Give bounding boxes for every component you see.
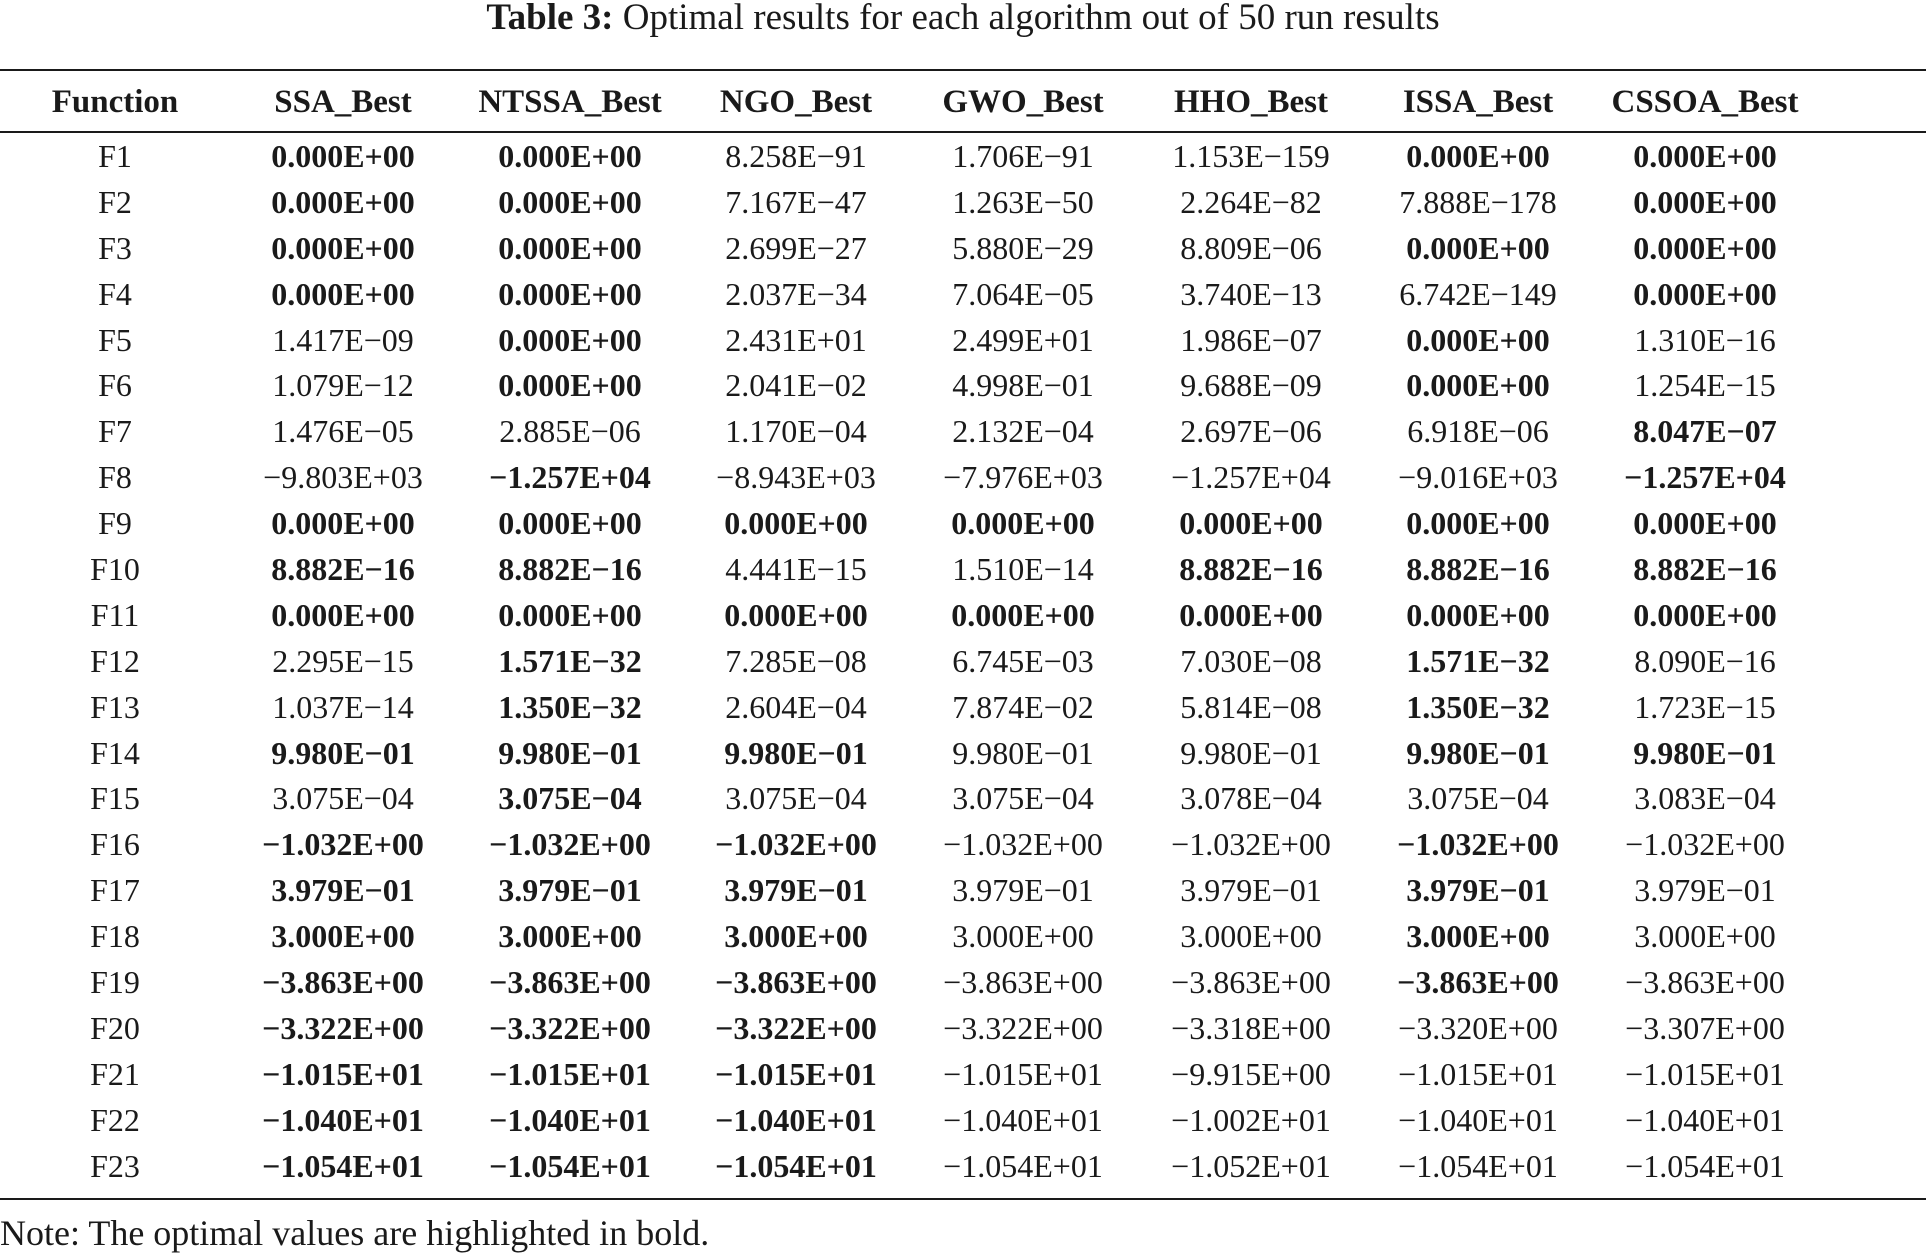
table-row (0, 638, 1926, 684)
value-cell: 0.000E+00 (1633, 275, 1777, 312)
value-cell: 2.295E−15 (272, 642, 414, 679)
table-body (0, 133, 1926, 1188)
value-cell: −1.032E+00 (1397, 826, 1559, 863)
value-cell: 1.170E−04 (725, 413, 867, 450)
table-row (0, 913, 1926, 959)
function-cell: F12 (90, 642, 140, 679)
value-cell: 8.882E−16 (1633, 550, 1777, 587)
row-spacer (1818, 408, 1926, 454)
table-row (0, 500, 1926, 546)
value-cell: −1.002E+01 (1171, 1101, 1331, 1138)
column-header-gwo-best: GWO_Best (942, 83, 1104, 120)
table-note: Note: The optimal values are highlighted in bold. (0, 1213, 710, 1253)
value-cell: 8.258E−91 (725, 137, 867, 174)
function-cell: F14 (90, 734, 140, 771)
function-cell: F7 (98, 413, 132, 450)
value-cell: −3.863E+00 (715, 963, 877, 1000)
row-spacer (1818, 500, 1926, 546)
value-cell: 1.417E−09 (272, 321, 414, 358)
value-cell: −1.040E+01 (262, 1101, 424, 1138)
value-cell: 0.000E+00 (951, 596, 1095, 633)
value-cell: 1.986E−07 (1180, 321, 1322, 358)
value-cell: −1.032E+00 (1171, 826, 1331, 863)
column-header-ngo-best: NGO_Best (719, 83, 873, 120)
value-cell: 2.431E+01 (725, 321, 867, 358)
row-spacer (1818, 271, 1926, 317)
value-cell: 4.998E−01 (952, 367, 1094, 404)
value-cell: 8.882E−16 (1179, 550, 1323, 587)
value-cell: 3.740E−13 (1180, 275, 1322, 312)
column-header-function: Function (51, 83, 179, 120)
value-cell: 6.918E−06 (1407, 413, 1549, 450)
value-cell: 3.979E−01 (1406, 872, 1550, 909)
value-cell: −1.015E+01 (489, 1055, 651, 1092)
value-cell: −8.943E+03 (716, 459, 876, 496)
table-caption-text: Optimal results for each algorithm out of 50 run results (613, 0, 1440, 38)
row-spacer (1818, 775, 1926, 821)
value-cell: 8.090E−16 (1634, 642, 1776, 679)
table-row (0, 317, 1926, 363)
value-cell: −3.863E+00 (489, 963, 651, 1000)
value-cell: 0.000E+00 (271, 505, 415, 542)
value-cell: 0.000E+00 (951, 505, 1095, 542)
table-row (0, 546, 1926, 592)
value-cell: −1.040E+01 (715, 1101, 877, 1138)
column-header-ntssa-best: NTSSA_Best (478, 83, 662, 120)
value-cell: 3.083E−04 (1634, 780, 1776, 817)
value-cell: 1.350E−32 (1406, 688, 1550, 725)
value-cell: 8.882E−16 (1406, 550, 1550, 587)
value-cell: 1.079E−12 (272, 367, 414, 404)
value-cell: 2.885E−06 (499, 413, 641, 450)
value-cell: 1.706E−91 (952, 137, 1094, 174)
value-cell: 2.264E−82 (1180, 183, 1322, 220)
value-cell: −3.320E+00 (1398, 1009, 1558, 1046)
value-cell: −1.054E+01 (262, 1147, 424, 1184)
value-cell: 2.604E−04 (725, 688, 867, 725)
value-cell: −1.015E+01 (943, 1055, 1103, 1092)
table-bottom-rule (0, 1198, 1926, 1200)
value-cell: 0.000E+00 (498, 275, 642, 312)
value-cell: 0.000E+00 (498, 596, 642, 633)
function-cell: F15 (90, 780, 140, 817)
table-row (0, 133, 1926, 179)
table-row (0, 271, 1926, 317)
column-header-issa-best: ISSA_Best (1402, 83, 1554, 120)
value-cell: −7.976E+03 (943, 459, 1103, 496)
function-cell: F1 (98, 137, 132, 174)
function-cell: F6 (98, 367, 132, 404)
function-cell: F2 (98, 183, 132, 220)
value-cell: −1.052E+01 (1171, 1147, 1331, 1184)
value-cell: 3.979E−01 (952, 872, 1094, 909)
value-cell: 0.000E+00 (1179, 596, 1323, 633)
value-cell: −1.257E+04 (489, 459, 651, 496)
value-cell: 0.000E+00 (1633, 596, 1777, 633)
value-cell: 2.499E+01 (952, 321, 1094, 358)
value-cell: 3.000E+00 (498, 918, 642, 955)
function-cell: F21 (90, 1055, 140, 1092)
value-cell: 1.153E−159 (1172, 137, 1330, 174)
value-cell: 0.000E+00 (271, 596, 415, 633)
value-cell: 9.980E−01 (1180, 734, 1322, 771)
table-row (0, 454, 1926, 500)
value-cell: 9.980E−01 (952, 734, 1094, 771)
value-cell: 3.979E−01 (1180, 872, 1322, 909)
function-cell: F9 (98, 505, 132, 542)
column-header-ssa-best: SSA_Best (274, 83, 412, 120)
row-spacer (1818, 133, 1926, 179)
row-spacer (1818, 1097, 1926, 1143)
row-spacer (1818, 959, 1926, 1005)
value-cell: 1.263E−50 (952, 183, 1094, 220)
value-cell: 0.000E+00 (1406, 229, 1550, 266)
value-cell: 3.000E+00 (1634, 918, 1776, 955)
row-spacer (1818, 730, 1926, 776)
column-header-hho-best: HHO_Best (1174, 83, 1328, 120)
row-spacer (1818, 362, 1926, 408)
value-cell: 0.000E+00 (498, 321, 642, 358)
value-cell: −3.322E+00 (489, 1009, 651, 1046)
row-spacer (1818, 592, 1926, 638)
value-cell: 3.979E−01 (724, 872, 868, 909)
value-cell: 2.041E−02 (725, 367, 867, 404)
table-row (0, 1051, 1926, 1097)
value-cell: 0.000E+00 (271, 137, 415, 174)
table-row (0, 179, 1926, 225)
value-cell: 0.000E+00 (498, 367, 642, 404)
row-spacer (1818, 317, 1926, 363)
row-spacer (1818, 913, 1926, 959)
value-cell: −1.040E+01 (943, 1101, 1103, 1138)
value-cell: −1.257E+04 (1624, 459, 1786, 496)
value-cell: −1.257E+04 (1171, 459, 1331, 496)
value-cell: 0.000E+00 (498, 505, 642, 542)
table-top-rule (0, 69, 1926, 71)
value-cell: −9.915E+00 (1171, 1055, 1331, 1092)
value-cell: 0.000E+00 (1406, 137, 1550, 174)
value-cell: 0.000E+00 (271, 183, 415, 220)
results-table (0, 74, 1926, 1188)
row-spacer (1818, 867, 1926, 913)
value-cell: 0.000E+00 (1633, 183, 1777, 220)
value-cell: −1.032E+00 (943, 826, 1103, 863)
table-caption-label: Table 3: (486, 0, 614, 38)
value-cell: 1.037E−14 (272, 688, 414, 725)
function-cell: F8 (98, 459, 132, 496)
table-row (0, 225, 1926, 271)
value-cell: −3.322E+00 (715, 1009, 877, 1046)
value-cell: 4.441E−15 (725, 550, 867, 587)
value-cell: 7.285E−08 (725, 642, 867, 679)
value-cell: −1.032E+00 (262, 826, 424, 863)
value-cell: 3.075E−04 (1407, 780, 1549, 817)
value-cell: 3.979E−01 (271, 872, 415, 909)
function-cell: F20 (90, 1009, 140, 1046)
value-cell: 3.078E−04 (1180, 780, 1322, 817)
function-cell: F17 (90, 872, 140, 909)
value-cell: 9.980E−01 (271, 734, 415, 771)
table-row (0, 1005, 1926, 1051)
value-cell: 5.880E−29 (952, 229, 1094, 266)
value-cell: 3.979E−01 (1634, 872, 1776, 909)
table-row (0, 1097, 1926, 1143)
row-spacer (1818, 638, 1926, 684)
value-cell: 0.000E+00 (498, 229, 642, 266)
function-cell: F3 (98, 229, 132, 266)
value-cell: −3.307E+00 (1625, 1009, 1785, 1046)
value-cell: 9.980E−01 (498, 734, 642, 771)
value-cell: −1.015E+01 (1625, 1055, 1785, 1092)
value-cell: −3.863E+00 (1625, 963, 1785, 1000)
row-spacer (1818, 1051, 1926, 1097)
value-cell: 9.980E−01 (1633, 734, 1777, 771)
function-cell: F10 (90, 550, 140, 587)
value-cell: 3.075E−04 (725, 780, 867, 817)
row-spacer (1818, 225, 1926, 271)
value-cell: 3.979E−01 (498, 872, 642, 909)
value-cell: 1.310E−16 (1634, 321, 1776, 358)
value-cell: 1.723E−15 (1634, 688, 1776, 725)
row-spacer (1818, 179, 1926, 225)
header-row (0, 74, 1926, 130)
function-cell: F4 (98, 275, 132, 312)
value-cell: 1.571E−32 (1406, 642, 1550, 679)
value-cell: 6.742E−149 (1399, 275, 1557, 312)
value-cell: 0.000E+00 (498, 183, 642, 220)
function-cell: F13 (90, 688, 140, 725)
value-cell: 9.980E−01 (1406, 734, 1550, 771)
function-cell: F18 (90, 918, 140, 955)
value-cell: 2.699E−27 (725, 229, 867, 266)
value-cell: −1.015E+01 (262, 1055, 424, 1092)
value-cell: 3.075E−04 (952, 780, 1094, 817)
value-cell: 3.000E+00 (724, 918, 868, 955)
value-cell: −3.863E+00 (1397, 963, 1559, 1000)
value-cell: 0.000E+00 (1633, 229, 1777, 266)
value-cell: 8.882E−16 (498, 550, 642, 587)
value-cell: 7.874E−02 (952, 688, 1094, 725)
value-cell: 8.882E−16 (271, 550, 415, 587)
value-cell: 1.476E−05 (272, 413, 414, 450)
value-cell: −1.015E+01 (715, 1055, 877, 1092)
value-cell: −1.054E+01 (1398, 1147, 1558, 1184)
value-cell: 0.000E+00 (271, 275, 415, 312)
row-spacer (1818, 1005, 1926, 1051)
value-cell: 0.000E+00 (1633, 505, 1777, 542)
value-cell: 1.350E−32 (498, 688, 642, 725)
column-header-cssoa-best: CSSOA_Best (1611, 83, 1799, 120)
value-cell: −1.054E+01 (489, 1147, 651, 1184)
value-cell: 0.000E+00 (271, 229, 415, 266)
value-cell: 0.000E+00 (1406, 367, 1550, 404)
value-cell: 0.000E+00 (1179, 505, 1323, 542)
value-cell: −3.322E+00 (262, 1009, 424, 1046)
value-cell: −1.040E+01 (1398, 1101, 1558, 1138)
value-cell: 6.745E−03 (952, 642, 1094, 679)
function-cell: F5 (98, 321, 132, 358)
value-cell: −9.803E+03 (263, 459, 423, 496)
value-cell: −1.032E+00 (489, 826, 651, 863)
row-spacer (1818, 546, 1926, 592)
row-spacer (1818, 454, 1926, 500)
value-cell: 1.254E−15 (1634, 367, 1776, 404)
value-cell: −3.863E+00 (262, 963, 424, 1000)
table-caption (0, 0, 1926, 44)
table-row (0, 362, 1926, 408)
value-cell: 8.809E−06 (1180, 229, 1322, 266)
value-cell: −3.863E+00 (943, 963, 1103, 1000)
value-cell: 3.000E+00 (952, 918, 1094, 955)
table-row (0, 592, 1926, 638)
value-cell: 3.000E+00 (1406, 918, 1550, 955)
value-cell: 0.000E+00 (724, 505, 868, 542)
value-cell: −1.040E+01 (489, 1101, 651, 1138)
value-cell: 0.000E+00 (724, 596, 868, 633)
value-cell: 0.000E+00 (1406, 321, 1550, 358)
function-cell: F11 (90, 596, 140, 633)
value-cell: 0.000E+00 (1406, 596, 1550, 633)
value-cell: 1.571E−32 (498, 642, 642, 679)
table-row (0, 867, 1926, 913)
value-cell: −1.015E+01 (1398, 1055, 1558, 1092)
value-cell: −1.054E+01 (715, 1147, 877, 1184)
table-row (0, 959, 1926, 1005)
value-cell: 3.075E−04 (272, 780, 414, 817)
value-cell: 7.888E−178 (1399, 183, 1557, 220)
value-cell: −1.032E+00 (1625, 826, 1785, 863)
value-cell: 7.030E−08 (1180, 642, 1322, 679)
table-row (0, 730, 1926, 776)
value-cell: 9.688E−09 (1180, 367, 1322, 404)
value-cell: 0.000E+00 (1633, 137, 1777, 174)
value-cell: −1.054E+01 (1625, 1147, 1785, 1184)
row-spacer (1818, 684, 1926, 730)
table-row (0, 684, 1926, 730)
column-header-spacer (1818, 74, 1926, 130)
function-cell: F19 (90, 963, 140, 1000)
value-cell: 1.510E−14 (952, 550, 1094, 587)
table-row (0, 775, 1926, 821)
function-cell: F16 (90, 826, 140, 863)
value-cell: 3.000E+00 (271, 918, 415, 955)
value-cell: 0.000E+00 (1406, 505, 1550, 542)
row-spacer (1818, 1143, 1926, 1189)
value-cell: −1.032E+00 (715, 826, 877, 863)
value-cell: −1.040E+01 (1625, 1101, 1785, 1138)
value-cell: 5.814E−08 (1180, 688, 1322, 725)
value-cell: 3.075E−04 (498, 780, 642, 817)
value-cell: −3.322E+00 (943, 1009, 1103, 1046)
value-cell: −9.016E+03 (1398, 459, 1558, 496)
table-row (0, 1143, 1926, 1189)
value-cell: 9.980E−01 (724, 734, 868, 771)
function-cell: F22 (90, 1101, 140, 1138)
value-cell: 2.132E−04 (952, 413, 1094, 450)
value-cell: −1.054E+01 (943, 1147, 1103, 1184)
value-cell: 2.697E−06 (1180, 413, 1322, 450)
value-cell: 8.047E−07 (1633, 413, 1777, 450)
value-cell: 7.167E−47 (725, 183, 867, 220)
table-row (0, 821, 1926, 867)
value-cell: −3.863E+00 (1171, 963, 1331, 1000)
value-cell: 0.000E+00 (498, 137, 642, 174)
value-cell: 3.000E+00 (1180, 918, 1322, 955)
function-cell: F23 (90, 1147, 140, 1184)
value-cell: 7.064E−05 (952, 275, 1094, 312)
value-cell: 2.037E−34 (725, 275, 867, 312)
value-cell: −3.318E+00 (1171, 1009, 1331, 1046)
table-row (0, 408, 1926, 454)
row-spacer (1818, 821, 1926, 867)
